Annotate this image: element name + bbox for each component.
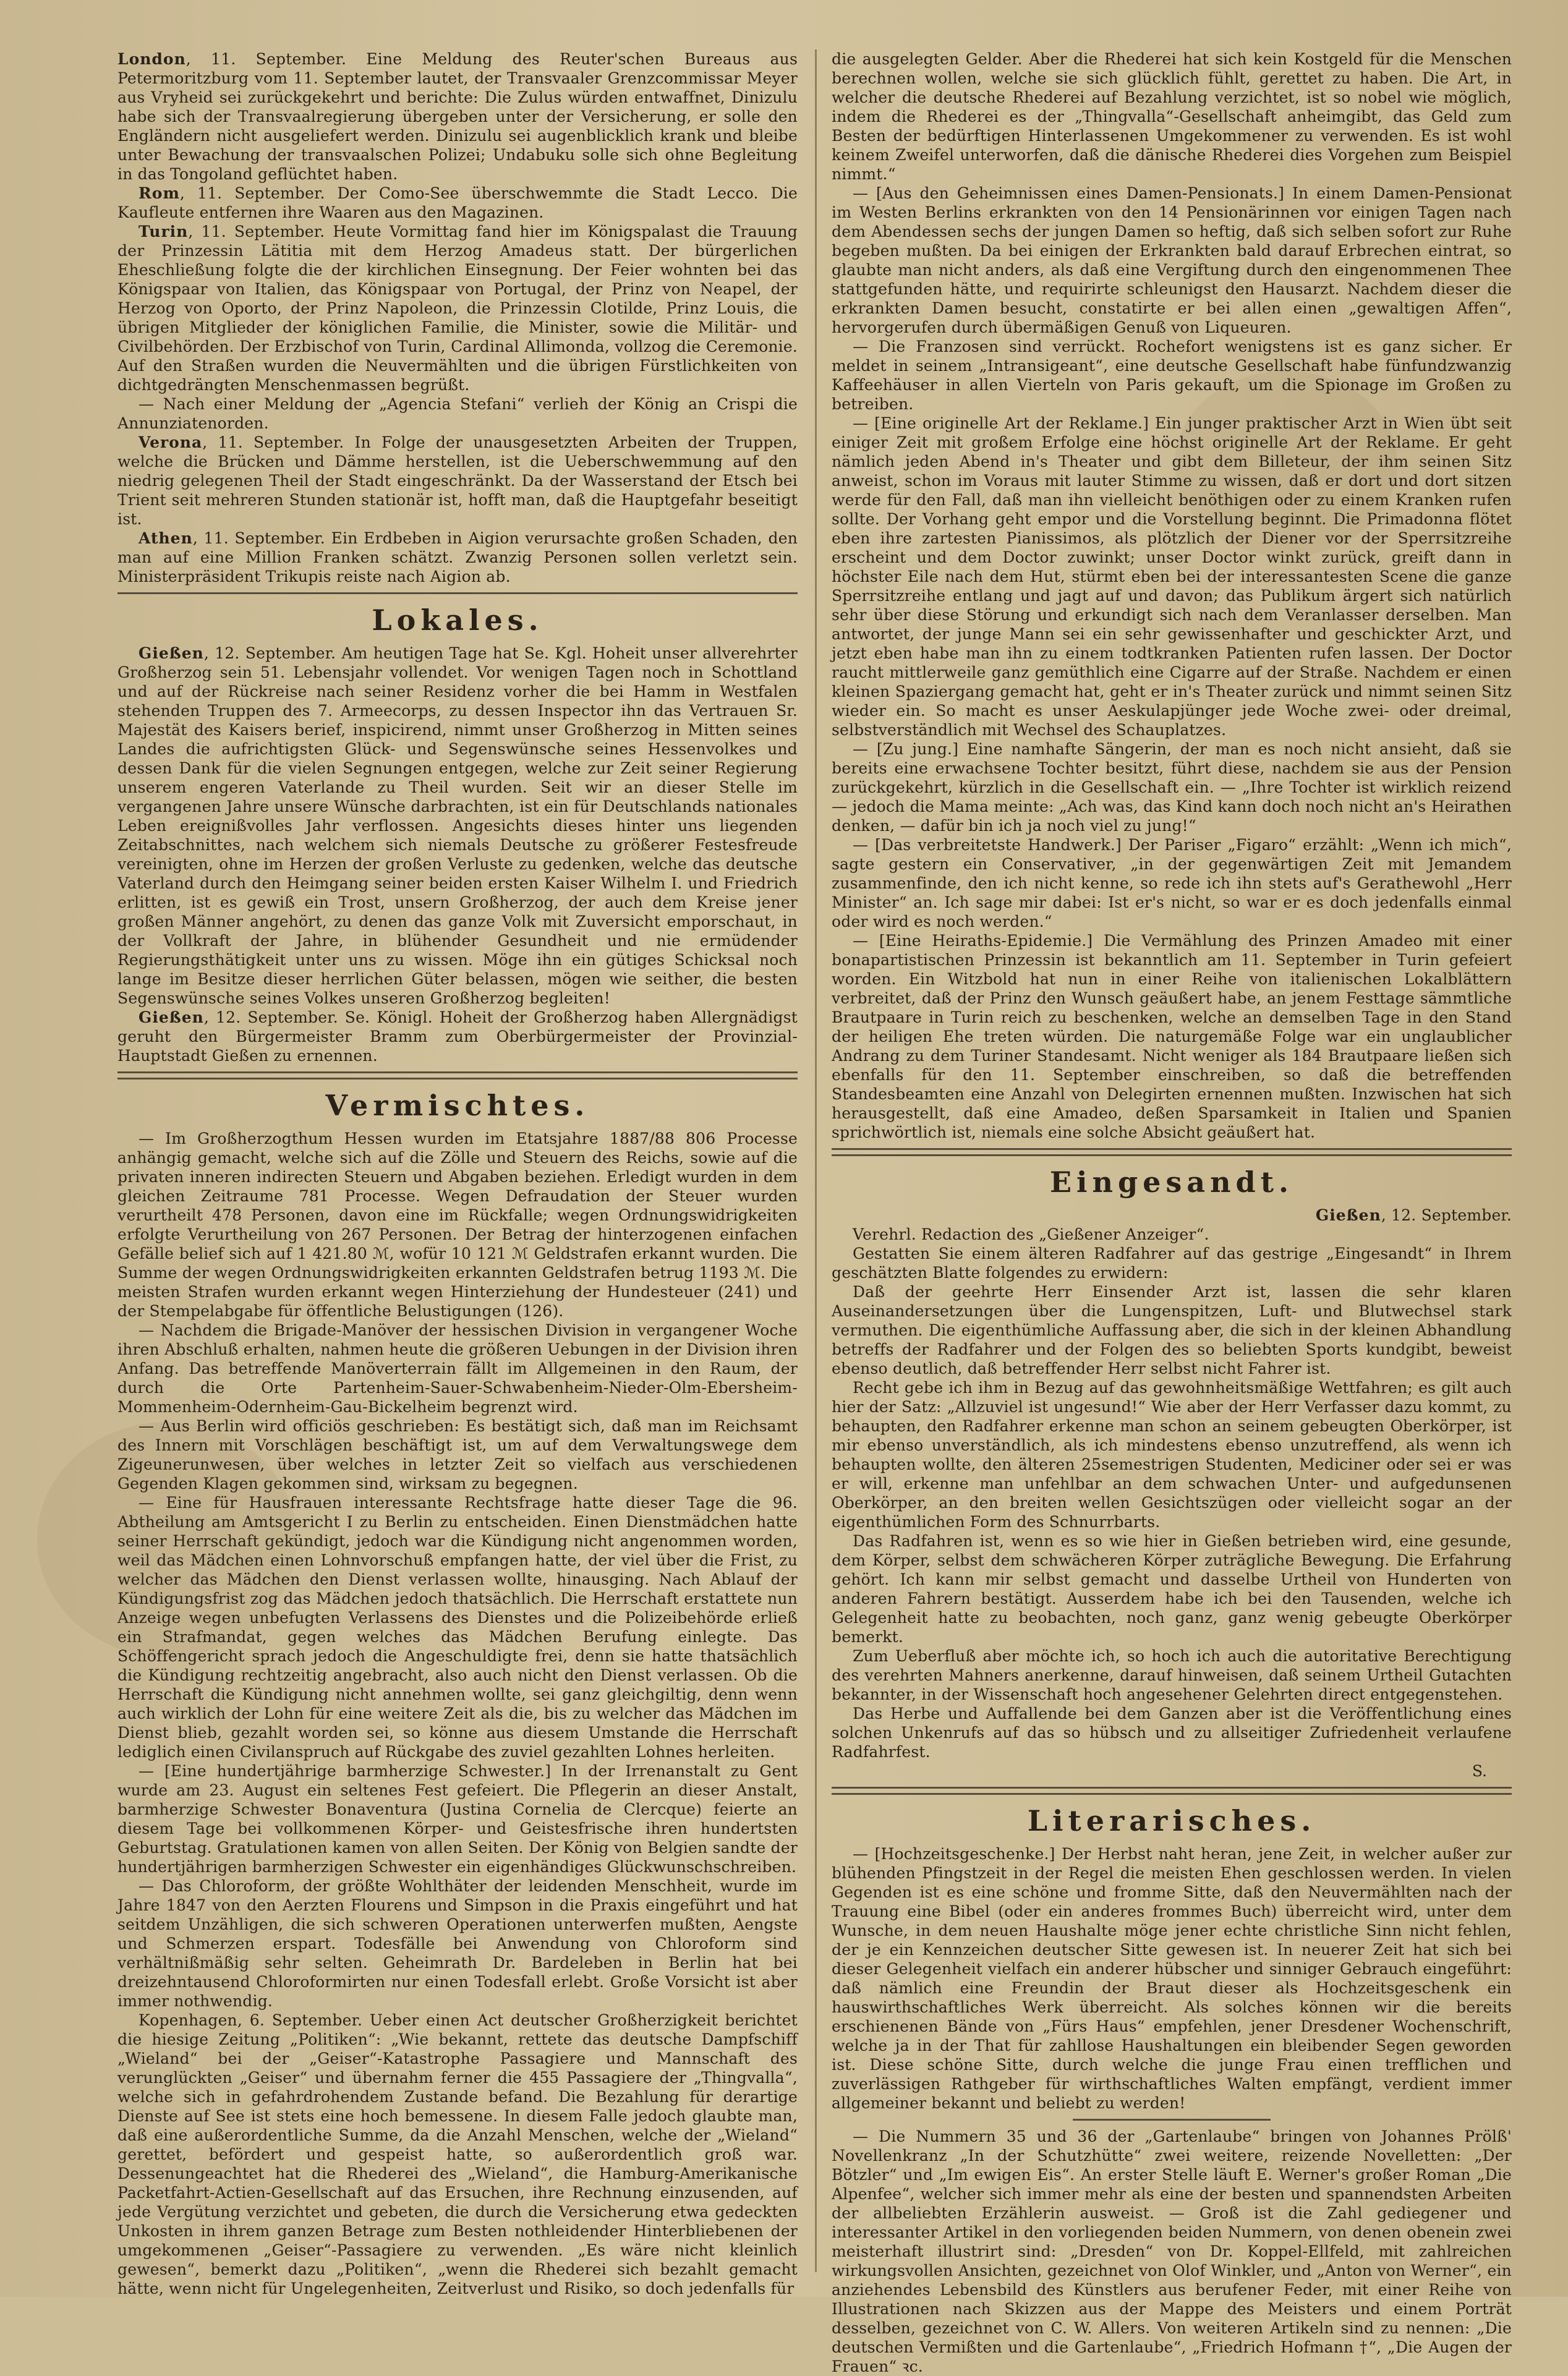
- news-item: [117, 529, 798, 586]
- article: — [Das verbreitetste Handwerk.] Der Pariser „Figaro“ erzählt: „Wenn ich mich“, sagte gestern ein Conservativer, „in der gegenwärtigen Zeit mit Jemandem zusammenfinde, den ich nicht kenne, so rede ich ihn stets auf's Gerathewohl „Herr Minister“ an. Ich sage mir dabei: Ist er's nicht, so war er es doch jedenfalls einmal oder wird es noch werden.“: [832, 836, 1512, 930]
- article-place: Gießen: [138, 644, 204, 662]
- dateline-place: Gießen: [1315, 1206, 1381, 1224]
- letter-paragraph: Das Radfahren ist, wenn es so wie hier in Gießen betrieben wird, eine gesunde, dem Körper, selbst dem schwächeren Körper zuträgliche Bewegung. Die Erfahrung gehört. Ich kann mir selbst gemacht und dasselbe Urtheil von Hunderten von anderen Fahrern bestätigt. Ausserdem habe ich bei den Tausenden, welche ich Gelegenheit hatte zu beobachten, noch ganz, ganz wenig gebeugte Oberkörper bemerkt.: [832, 1532, 1512, 1646]
- news-item: [117, 184, 798, 222]
- article: die ausgelegten Gelder. Aber die Rhederei hat sich kein Kostgeld für die Menschen berechnen wollen, welche sie sich glücklich fühlt, gerettet zu haben. Die Art, in welcher die deutsche Rhederei auf Bezahlung verzichtet, ist so nobel wie möglich, indem die Rhederei es der „Thingvalla“-Gesellschaft anheimgibt, das Geld zum Besten der bedürftigen Hinterlassenen Umgekommener zu verwenden. Es ist wohl keinem Zweifel unterworfen, daß die dänische Rhederei dies Vorgehen zum Beispiel nimmt.“: [832, 50, 1512, 183]
- right-column: [832, 49, 1512, 2375]
- article: — Aus Berlin wird officiös geschrieben: Es bestätigt sich, daß man im Reichsamt des Innern mit Vorschlägen beschäftigt ist, um auf dem Verwaltungswege dem Zigeunerunwesen, über welches in letzter Zeit so vielfach aus verschiedenen Gegenden Klagen gekommen sind, wirksam zu begegnen.: [117, 1417, 798, 1492]
- article: — Eine für Hausfrauen interessante Rechtsfrage hatte dieser Tage die 96. Abtheilung am Amtsgericht I zu Berlin zu entscheiden. Einen Dienstmädchen hatte seiner Herrschaft gekündigt, jedoch war die Kündigung nicht angenommen worden, weil das Mädchen einen Lohnvorschuß empfangen hatte, der viel über die Frist, zu welcher das Mädchen den Dienst verlassen wollte, hinausging. Nach Ablauf der Kündigungsfrist zog das Mädchen jedoch thatsächlich. Die Herrschaft erstattete nun Anzeige wegen unbefugten Verlassens des Dienstes und die Polizeibehörde erließ ein Strafmandat, gegen welches das Mädchen Berufung einlegte. Das Schöffengericht sprach jedoch die Angeschuldigte frei, denn sie hatte thatsächlich die Kündigung rechtzeitig angebracht, also auch nicht den Dienst verlassen. Ob die Herrschaft die Kündigung nicht annehmen wollte, sei ganz gleichgiltig, denn wenn auch wirklich der Lohn für eine weitere Zeit als die, bis zu welcher das Mädchen im Dienst blieb, gezahlt worden sei, so könne aus diesem Umstande die Herrschaft lediglich einen Civilanspruch auf Rückgabe des zuviel gezahlten Lohnes herleiten.: [117, 1494, 798, 1761]
- letter-paragraph: Recht gebe ich ihm in Bezug auf das gewohnheitsmäßige Wettfahren; es gilt auch hier der Satz: „Allzuviel ist ungesund!“ Wie aber der Herr Verfasser dazu kommt, zu behaupten, den Radfahrer erkenne man schon an seinem gebeugten Oberkörper, ist mir ebenso unverständlich, als ich mindestens ebenso unzutreffend, als wenn ich behaupten wollte, den älteren 25semestrigen Studenten, Mediciner oder sei er was er will, erkenne man unfehlbar an dem schwachen Unter- und aufgedunsenen Oberkörper, an den breiten wellen Gesichtszügen oder vielleicht sogar an der eigenthümlichen Form des Schnurrbarts.: [832, 1379, 1512, 1531]
- news-place: Turin: [138, 223, 189, 241]
- section-rule: [117, 592, 798, 594]
- news-text: , 11. September. Eine Meldung des Reuter'schen Bureaus aus Petermoritzburg vom 11. September lautet, der Transvaaler Grenzcommissar Meyer aus Vryheid sei zurückgekehrt und berichte: Die Zulus würden entwaffnet, Dinizulu habe sich der Transvaalregierung übergeben unter der Versicherung, er solle den Engländern nicht ausgeliefert werden. Dinizulu sei augenblicklich krank und bleibe unter Bewachung der transvaalschen Polizei; Undabuku solle sich ohne Begleitung in das Tongoland geflüchtet haben.: [117, 50, 798, 183]
- article: — [Zu jung.] Eine namhafte Sängerin, der man es noch nicht ansieht, daß sie bereits eine erwachsene Tochter besitzt, führt diese, nachdem sie aus der Pension zurückgekehrt, kürzlich in die Gesellschaft ein. — „Ihre Tochter ist wirklich reizend — jedoch die Mama meinte: „Ach was, das Kind kann doch noch nicht an's Heirathen denken, — dafür bin ich ja noch viel zu jung!“: [832, 740, 1512, 835]
- section-title-literarisches: Literarisches.: [1027, 1804, 1316, 1837]
- article: — [Hochzeitsgeschenke.] Der Herbst naht heran, jene Zeit, in welcher außer zur blühenden Pfingstzeit in der Regel die meisten Ehen geschlossen werden. In vielen Gegenden ist es eine schöne und fromme Sitte, daß den Neuvermählten nach der Trauung eine Bibel (oder ein anderes frommes Buch) überreicht wird, unter dem Wunsche, in dem neuen Haushalte möge jener echte christliche Sinn nicht fehlen, der je ein Kennzeichen deutscher Sitte gewesen ist. In neuerer Zeit hat sich bei dieser Gelegenheit vielfach ein anderer hübscher und sinniger Gebrauch eingeführt: daß nämlich eine Freundin der Braut dieser als Hochzeitsgeschenk ein hauswirthschaftliches Werk überreicht. Als solches können wir die bereits erschienenen Bände von „Fürs Haus“ empfehlen, jener Dresdener Wochenschrift, welche ja in der That für zahllose Haushaltungen ein bleibender Segen geworden ist. Diese schöne Sitte, durch welche die junge Frau einen trefflichen und zuverlässigen Rathgeber für wirthschaftliches Walten empfängt, verdient immer allgemeiner bekannt und beliebt zu werden!: [832, 1845, 1512, 2112]
- news-item: [117, 394, 798, 433]
- article-place: Gießen: [138, 1008, 204, 1026]
- dateline: [832, 1206, 1512, 1225]
- letter-paragraph: Gestatten Sie einem älteren Radfahrer auf das gestrige „Eingesandt“ in Ihrem geschätzten Blatte folgendes zu erwidern:: [832, 1245, 1512, 1282]
- news-place: Athen: [138, 529, 193, 547]
- article: — Das Chloroform, der größte Wohlthäter der leidenden Menschheit, wurde im Jahre 1847 von den Aerzten Flourens und Simpson in die Praxis eingeführt und hat seitdem Unzähligen, die sich schweren Operationen unterwerfen mußten, Aengste und Schmerzen erspart. Todesfälle bei Anwendung von Chloroform sind verhältnißmäßig sehr selten. Geheimrath Dr. Bardeleben in Berlin hat bei dreizehntausend Chloroformirten nur einen Todesfall erlebt. Große Vorsicht ist aber immer nothwendig.: [117, 1877, 798, 2010]
- section-rule: [832, 1148, 1512, 1156]
- letter-paragraph: Verehrl. Redaction des „Gießener Anzeiger“.: [853, 1225, 1209, 1243]
- news-place: Verona: [138, 433, 203, 451]
- article: — Nachdem die Brigade-Manöver der hessischen Division in vergangener Woche ihren Abschluß erhalten, nahmen heute die größeren Uebungen in der Division ihren Anfang. Das betreffende Manöverterrain fällt im Allgemeinen in den Raum, der durch die Orte Partenheim-Sauer-Schwabenheim-Nieder-Olm-Ebersheim-Mommenheim-Odernheim-Gau-Bickelheim begrenzt wird.: [117, 1321, 798, 1416]
- news-text: , 11. September. In Folge der unausgesetzten Arbeiten der Truppen, welche die Brücken und Dämme herstellen, ist die Ueberschwemmung auf den niedrig gelegenen Theil der Stadt eingeschränkt. Da der Wasserstand der Etsch bei Trient seit mehreren Stunden stationär ist, hofft man, daß die Hauptgefahr beseitigt ist.: [117, 433, 798, 528]
- article: — [Eine originelle Art der Reklame.] Ein junger praktischer Arzt in Wien übt seit einiger Zeit mit großem Erfolge eine höchst originelle Art der Reklame. Er geht nämlich jeden Abend in's Theater und gibt dem Billeteur, der ihm seinen Sitz anweist, schon im Voraus mit lauter Stimme zu wissen, daß er dort und dort sitzen werde für den Fall, daß man ihn vielleicht benöthigen oder zu einem Kranken rufen sollte. Der Vorhang geht empor und die Vorstellung beginnt. Die Primadonna flötet eben ihre zartesten Pianissimos, als plötzlich der Diener vor der Sperrsitzreihe erscheint und dem Doctor zuwinkt; unser Doctor winkt zurück, greift dann in höchster Eile nach dem Hut, stürmt eben bei der interessantesten Scene die ganze Sperrsitzreihe entlang und jagt auf und davon; das Publikum ärgert sich natürlich sehr über diese Störung und erkundigt sich nach dem Veranlasser derselben. Man antwortet, der junge Mann sei ein sehr gewissenhafter und geschickter Arzt, und jetzt eben habe man ihn zu einem todtkranken Patienten rufen lassen. Der Doctor raucht mittlerweile ganz gemüthlich eine Cigarre auf der Straße. Nachdem er einen kleinen Spaziergang gemacht hat, geht er in's Theater zurück und nimmt seinen Sitz wieder ein. So macht es unser Aeskulapjünger jede Woche zwei- oder dreimal, selbstverständlich mit Wechsel des Schauplatzes.: [832, 414, 1512, 739]
- news-item: [117, 433, 798, 529]
- news-text: , 11. September. Ein Erdbeben in Aigion verursachte großen Schaden, den man auf eine Million Franken schätzt. Zwanzig Personen sollen verletzt sein. Ministerpräsident Trikupis reiste nach Aigion ab.: [117, 529, 798, 585]
- news-place: London: [117, 50, 186, 68]
- news-text: , 11. September. Der Como-See überschwemmte die Stadt Lecco. Die Kaufleute entfernen ihre Waaren aus den Magazinen.: [117, 184, 798, 221]
- article: — [Eine hundertjährige barmherzige Schwester.] In der Irrenanstalt zu Gent wurde am 23. August ein seltenes Fest gefeiert. Die Pflegerin an dieser Anstalt, barmherzige Schwester Bonaventura (Justina Cornelia de Clercque) feierte an diesem Tage bei vollkommenen Körper- und Geistesfrische ihren hundertsten Geburtstag. Gratulationen kamen von allen Seiten. Der König von Belgien sandte der hundertjährigen barmherzigen Schwester ein eigenhändiges Glückwunschschreiben.: [117, 1762, 798, 1876]
- column-divider: [815, 49, 817, 2272]
- letter-paragraph: Daß der geehrte Herr Einsender Arzt ist, lassen die sehr klaren Auseinandersetzungen über die Lungenspitzen, Luft- und Blutwechsel stark vermuthen. Die eigenthümliche Auffassung aber, die sich in der kleinen Abhandlung betreffs der Radfahrer und der Folgen des so beliebten Sports kundgibt, beweist ebenso deutlich, daß betreffender Herr selbst nicht Fahrer ist.: [832, 1283, 1512, 1377]
- eingesandt-section: [832, 1206, 1512, 1781]
- article: — [Aus den Geheimnissen eines Damen-Pensionats.] In einem Damen-Pensionat im Westen Berlins erkrankten von den 14 Pensionärinnen vor einigen Tagen nach dem Abendessen sechs der jungen Damen so heftig, daß sich selben sofort zur Ruhe begeben mußten. Da bei einigen der Erkrankten bald darauf Erbrechen eintrat, so glaubte man nicht anders, als daß eine Vergiftung durch den eingenommenen Thee stattgefunden hätte, und requirirte schleunigst den Hausarzt. Nachdem dieser die erkrankten Damen besucht, constatirte er bei allen einen „gewaltigen Affen“, hervorgerufen durch übermäßigen Genuß von Liqueuren.: [832, 184, 1512, 336]
- lokales-section: [117, 644, 798, 1065]
- section-title-eingesandt: Eingesandt.: [1050, 1165, 1293, 1199]
- article: [117, 1008, 798, 1065]
- news-item: [117, 49, 798, 184]
- article-text: , 12. September. Am heutigen Tage hat Se. Kgl. Hoheit unser allverehrter Großherzog sein 51. Lebensjahr vollendet. Vor wenigen Tagen noch in Schottland und auf der Rückreise nach seiner Residenz vorher die bei Hamm in Westfalen stehenden Truppen des 7. Armeecorps, zu dessen Inspector ihn das Vertrauen Sr. Majestät des Kaisers berief, inspicirend, nimmt unser Großherzog in Mitten seines Landes die aufrichtigsten Glück- und Segenswünsche seines Hessenvolkes und dessen Dank für die vielen Segnungen entgegen, welche zur Zeit seiner Regierung unserem engeren Vaterlande zu Theil wurden. Seit wir an dieser Stelle im vergangenen Jahre unsere Wünsche darbrachten, ist ein für Deutschlands nationales Leben ereignißvolles Jahr verflossen. Angesichts dieses hinter uns liegenden Zeitabschnittes, nach welchem sich niemals Deutsche zu größerer Festesfreude vereinigten, ohne im Herzen der großen Verluste zu gedenken, welche das deutsche Vaterland durch den Heimgang seiner beiden ersten Kaiser Wilhelm I. und Friedrich erlitten, ist es gewiß ein Trost, unsern Großherzog, der auch dem Kreise jener großen Männer angehört, zu denen das ganze Volk mit Zuversicht emporschaut, in der Vollkraft der Jahre, in blühender Gesundheit und nie ermüdender Regierungsthätigkeit unter uns zu wissen. Möge ihn ein gütiges Schicksal noch lange im Besitze dieser herrlichen Güter belassen, mögen wie seither, die besten Segenswünsche seines Volkes unseren Großherzog begleiten!: [117, 644, 798, 1007]
- article: [117, 644, 798, 1008]
- section-rule: [117, 1071, 798, 1079]
- left-column: [117, 49, 798, 2297]
- article: — Die Nummern 35 und 36 der „Gartenlaube“ bringen von Johannes Prölß' Novellenkranz „In der Schutzhütte“ zwei weitere, reizende Novelletten: „Der Bötzler“ und „Im ewigen Eis“. An erster Stelle läuft E. Werner's großer Roman „Die Alpenfee“, welcher sich immer mehr als eine der besten und spannendsten Arbeiten der allbeliebten Erzählerin ausweist. — Groß ist die Zahl gediegener und interessanter Artikel in den vorliegenden beiden Nummern, von denen obenein zwei meisterhaft illustrirt sind: „Dresden“ von Dr. Koppel-Ellfeld, mit zahlreichen wirkungsvollen Ansichten, gezeichnet von Olof Winkler, und „Anton von Werner“, ein anziehendes Lebensbild des Künstlers aus berufener Feder, mit einer Reihe von Illustrationen nach Skizzen aus der Mappe des Meisters und einem Porträt desselben, gezeichnet von C. W. Allers. Von weiteren Artikeln sind zu nennen: „Die deutschen Vermißten und die Gartenlaube“, „Friedrich Hofmann †“, „Die Augen der Frauen“ ꝛc.: [832, 2127, 1512, 2375]
- article: — [Eine Heiraths-Epidemie.] Die Vermählung des Prinzen Amadeo mit einer bonapartistischen Prinzessin ist bekanntlich am 11. September in Turin gefeiert worden. Ein Witzbold hat nun in einer Reihe von italienischen Lokalblättern verbreitet, daß der Prinz den Wunsch geäußert habe, an jenem Festtage sämmtliche Brautpaare in Turin reich zu beschenken, welche an demselben Tage in den Stand der heiligen Ehe treten würden. Die naturgemäße Folge war ein unglaublicher Andrang zu dem Turiner Standesamt. Nicht weniger als 184 Brautpaare ließen sich ebenfalls für den 11. September einschreiben, so daß die betreffenden Standesbeamten eine Anzahl von Delegirten ernennen mußten. Inzwischen hat sich herausgestellt, daß eine Amadeo, deßen Sparsamkeit in Italien und Spanien sprichwörtlich ist, niemals eine solche Absicht geäußert hat.: [832, 932, 1512, 1141]
- section-title-lokales: Lokales.: [372, 603, 543, 637]
- news-section: [117, 49, 798, 586]
- article: — Die Franzosen sind verrückt. Rochefort wenigstens ist es ganz sicher. Er meldet in seinem „Intransigeant“, eine deutsche Gesellschaft habe fünfundzwanzig Kaffeehäuser in allen Vierteln von Paris gekauft, um die Spionage im Großen zu betreiben.: [832, 338, 1512, 413]
- letter-paragraph: Zum Ueberfluß aber möchte ich, so hoch ich auch die autoritative Berechtigung des verehrten Mahners anerkenne, darauf hinweisen, daß seinem Urtheil Gutachten bekannter, in der Wissenschaft hoch angesehener Gelehrten direct entgegenstehen.: [832, 1647, 1512, 1703]
- article-text: , 12. September. Se. Königl. Hoheit der Großherzog haben Allergnädigst geruht den Bürgermeister Bramm zum Oberbürgermeister der Provinzial-Hauptstadt Gießen zu ernennen.: [117, 1008, 798, 1065]
- letter-paragraph: Das Herbe und Auffallende bei dem Ganzen aber ist die Veröffentlichung eines solchen Unkenrufs auf das so hübsch und zu allseitiger Zufriedenheit verlaufene Radfahrfest.: [832, 1705, 1512, 1761]
- news-text: , 11. September. Heute Vormittag fand hier im Königspalast die Trauung der Prinzessin Lätitia mit dem Herzog Amadeus statt. Der bürgerlichen Eheschließung folgte die der kirchlichen Einsegnung. Der Feier wohnten bei das Königspaar von Italien, das Königspaar von Portugal, der Prinz von Neapel, der Herzog von Oporto, der Prinz Napoleon, die Prinzessin Clotilde, Prinz Louis, die übrigen Mitglieder der königlichen Familie, die Minister, sowie die Militär- und Civilbehörden. Der Erzbischof von Turin, Cardinal Allimonda, vollzog die Ceremonie. Auf den Straßen wurden die Neuvermählten und die übrigen Fürstlichkeiten von dichtgedrängten Menschenmassen begrüßt.: [117, 223, 798, 394]
- section-title-vermischtes: Vermischtes.: [325, 1089, 590, 1122]
- article: — Im Großherzogthum Hessen wurden im Etatsjahre 1887/88 806 Processe anhängig gemacht, welche sich auf die Zölle und Steuern des Reichs, sowie auf die privaten inneren indirecten Steuern und Abgaben beziehen. Erledigt wurden in dem gleichen Zeitraume 781 Processe. Wegen Defraudation der Steuer wurden verurtheilt 478 Personen, davon eine im Rückfalle; wegen Ordnungswidrigkeiten erfolgte Verurtheilung von 267 Personen. Der Betrag der hinterzogenen einfachen Gefälle belief sich auf 1 421.80 ℳ, wofür 10 121 ℳ Geldstrafen erkannt wurden. Die Summe der wegen Ordnungswidrigkeiten erkannten Geldstrafen betrug 1193 ℳ. Die meisten Strafen wurden erkannt wegen Hinterziehung der Hundesteuer (241) und der Stempelabgabe für öffentliche Belustigungen (126).: [117, 1130, 798, 1320]
- literarisches-section: [832, 1844, 1512, 2376]
- vermischtes-section: [117, 1129, 798, 2298]
- vermischtes-continued: [832, 49, 1512, 1142]
- article-rule: [1073, 2119, 1271, 2121]
- signature: S.: [1472, 1762, 1487, 1780]
- news-place: Rom: [138, 184, 180, 202]
- dateline-date: , 12. September.: [1381, 1206, 1512, 1224]
- section-rule: [832, 1787, 1512, 1795]
- news-item: [117, 222, 798, 394]
- article: Kopenhagen, 6. September. Ueber einen Act deutscher Großherzigkeit berichtet die hiesige Zeitung „Politiken“: „Wie bekannt, rettete das deutsche Dampfschiff „Wieland“ bei der „Geiser“-Katastrophe Passagiere und Mannschaft des verunglückten „Geiser“ und übernahm ferner die 455 Passagiere der „Thingvalla“, welche sich in gefahrdrohendem Zustande befand. Die Bezahlung für derartige Dienste auf See ist stets eine hoch bemessene. In diesem Falle jedoch glaubte man, daß eine außerordentliche Summe, da die Anzahl Menschen, welche der „Wieland“ gerettet, befördert und gespeist hatte, so außerordentlich groß war. Dessenungeachtet hat die Rhederei des „Wieland“, die Hamburg-Amerikanische Packetfahrt-Actien-Gesellschaft auf das Ersuchen, ihre Rechnung einzusenden, auf jede Vergütung verzichtet und gebeten, die durch die Versicherung etwa gedeckten Unkosten in ihrem ganzen Betrage zum Besten nothleidender Hinterbliebenen der umgekommenen „Geiser“-Passagiere zu verwenden. „Es wäre nicht kleinlich gewesen“, bemerkt dazu „Politiken“, „wenn die Rhederei sich bezahlt gemacht hätte, wenn nicht für Ungelegenheiten, Zeitverlust und Risiko, so doch jedenfalls für: [117, 2011, 798, 2297]
- news-text: — Nach einer Meldung der „Agencia Stefani“ verlieh der König an Crispi die Annunziatenorden.: [117, 395, 798, 432]
